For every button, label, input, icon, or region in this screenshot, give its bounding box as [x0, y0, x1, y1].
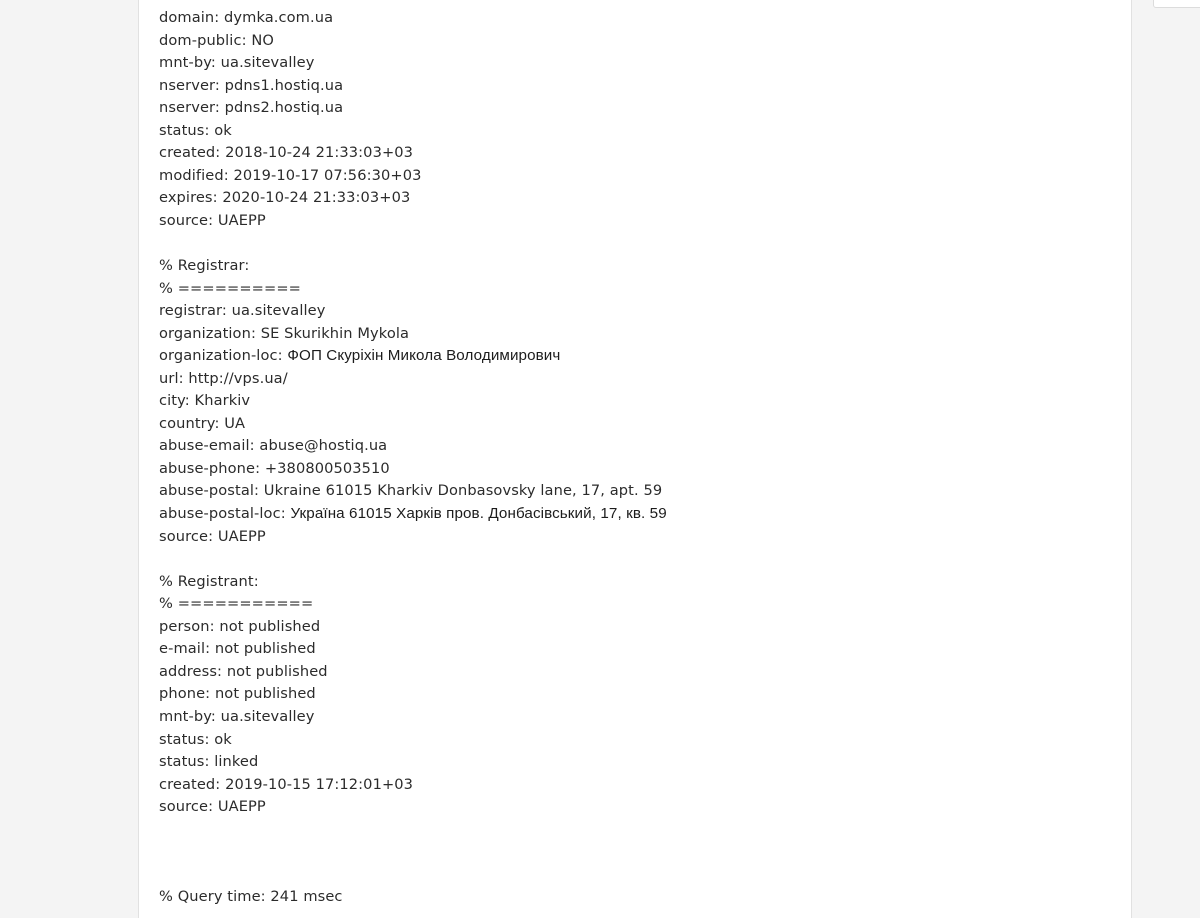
whois-line-dom-public: dom-public: NO	[159, 31, 274, 49]
query-time: % Query time: 241 msec	[159, 888, 343, 906]
whois-line-created: created: 2018-10-24 21:33:03+03	[159, 144, 414, 162]
whois-line-source: source: UAEPP	[159, 211, 266, 229]
whois-line-mnt-by: mnt-by: ua.sitevalley	[159, 54, 315, 72]
whois-line-registrant-status-ok: status: ok	[159, 730, 232, 748]
blank-lines	[159, 819, 667, 887]
corner-tab[interactable]	[1153, 0, 1200, 8]
whois-line-person: person: not published	[159, 617, 321, 635]
whois-line-organization-loc: organization-loc: ФОП Скурiхiн Микола Володимирович	[159, 347, 561, 365]
whois-line-organization: organization: SE Skurikhin Mykola	[159, 324, 410, 342]
registrant-header: % Registrant:	[159, 572, 259, 590]
whois-line-url: url: http://vps.ua/	[159, 369, 288, 387]
whois-line-e-mail: e-mail: not published	[159, 640, 316, 658]
blank-line	[159, 232, 667, 255]
whois-result-panel	[138, 0, 1132, 918]
whois-line-registrant-mnt-by: mnt-by: ua.sitevalley	[159, 707, 315, 725]
whois-line-registrant-created: created: 2019-10-15 17:12:01+03	[159, 775, 414, 793]
whois-line-modified: modified: 2019-10-17 07:56:30+03	[159, 166, 422, 184]
whois-output	[159, 7, 667, 909]
whois-line-abuse-postal-loc: abuse-postal-loc: Україна 61015 Харків пров. Донбасівський, 17, кв. 59	[159, 505, 667, 523]
blank-line	[159, 548, 667, 571]
whois-line-abuse-phone: abuse-phone: +380800503510	[159, 459, 390, 477]
registrant-rule: % ===========	[159, 595, 314, 613]
whois-line-city: city: Kharkiv	[159, 392, 251, 410]
whois-line-nserver-1: nserver: pdns1.hostiq.ua	[159, 76, 344, 94]
whois-line-registrar: registrar: ua.sitevalley	[159, 302, 326, 320]
registrar-rule: % ==========	[159, 279, 301, 297]
whois-line-registrant-source: source: UAEPP	[159, 798, 266, 816]
whois-line-domain: domain: dymka.com.ua	[159, 9, 334, 26]
whois-line-address: address: not published	[159, 662, 328, 680]
registrar-header: % Registrar:	[159, 257, 250, 275]
whois-line-status: status: ok	[159, 121, 232, 139]
whois-line-phone: phone: not published	[159, 685, 316, 703]
whois-line-abuse-postal: abuse-postal: Ukraine 61015 Kharkiv Donbasovsky lane, 17, apt. 59	[159, 482, 663, 500]
whois-line-nserver-2: nserver: pdns2.hostiq.ua	[159, 99, 344, 117]
whois-line-registrant-status-linked: status: linked	[159, 753, 259, 771]
whois-line-country: country: UA	[159, 414, 246, 432]
whois-line-abuse-email: abuse-email: abuse@hostiq.ua	[159, 437, 388, 455]
whois-line-expires: expires: 2020-10-24 21:33:03+03	[159, 189, 411, 207]
whois-line-registrar-source: source: UAEPP	[159, 527, 266, 545]
